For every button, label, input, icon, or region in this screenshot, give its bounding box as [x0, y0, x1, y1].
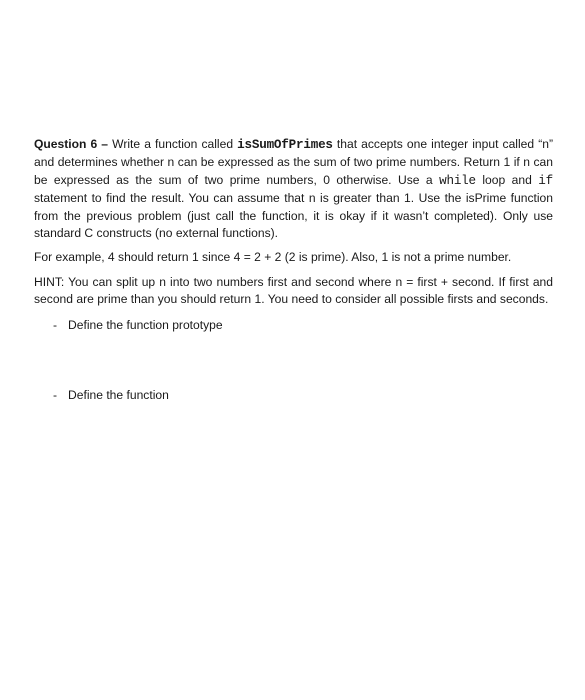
bullet-text: Define the function prototype [68, 317, 223, 332]
example-paragraph: For example, 4 should return 1 since 4 = 2 + 2 (2 is prime). Also, 1 is not a prime number. [34, 250, 512, 265]
hint-paragraph: HINT: You can split up n into two numbers first and second where n = first + second. If first and second are prime than you should return 1. You need to consider all possible firsts and seconds. [34, 274, 553, 307]
keyword-if: if [538, 173, 554, 188]
bullet-marker: - [53, 388, 58, 403]
bullet-text: Define the function [68, 388, 169, 403]
question-document [34, 136, 553, 404]
bullet-item-prototype [53, 317, 553, 334]
function-name: isSumOfPrimes [237, 138, 333, 152]
bullet-item-function [53, 387, 553, 404]
keyword-while: while [439, 173, 476, 188]
bullet-marker: - [53, 317, 58, 332]
question-paragraph: Question 6 – Write a function called isSumOfPrimes that accepts one integer input called “n” and determines whether n can be expressed as the sum of two prime numbers. Return 1 if n can be expressed as the sum of two prime numbers, 0 otherwise. Use a while loop and if statement to find the result. You can assume that n is greater than 1. Use the isPrime function from the previous problem (just call the function, it is okay if it wasn’t completed). Only use standard C constructs (no external functions). [34, 137, 554, 241]
question-label: Question 6 – [34, 137, 113, 151]
